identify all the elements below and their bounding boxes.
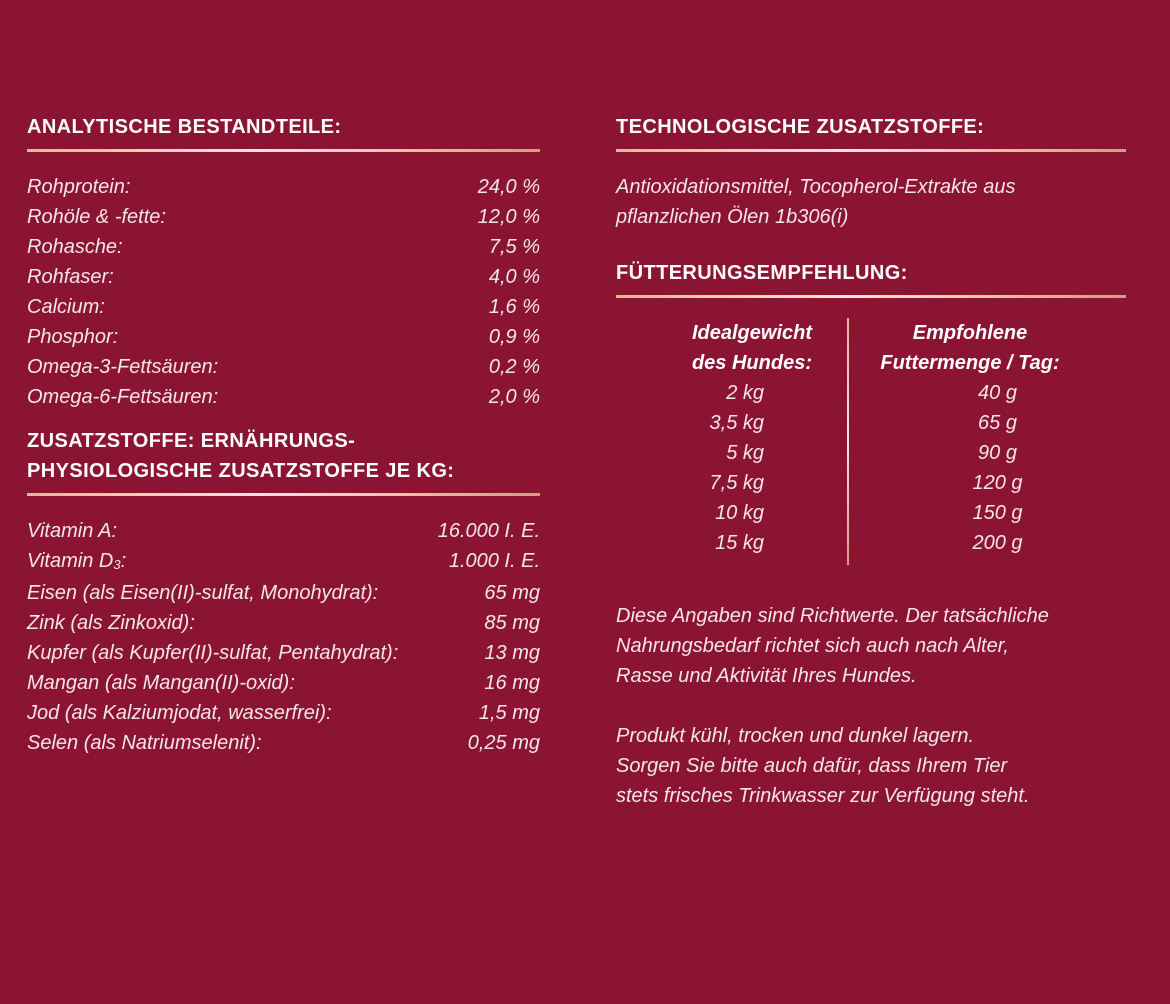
nutrient-label bbox=[27, 262, 114, 292]
nutrient-label-text: Rohasche: bbox=[27, 236, 123, 258]
nutrient-value: 1,6 % bbox=[488, 296, 540, 318]
right-column bbox=[616, 112, 1126, 811]
fuetterung-title: FÜTTERUNGSEMPFEHLUNG: bbox=[616, 262, 908, 284]
technologische-text-line2: pflanzlichen Ölen 1b306(i) bbox=[616, 206, 849, 228]
subscript: 3 bbox=[113, 557, 121, 572]
nutrient-value: 7,5 % bbox=[488, 236, 540, 258]
nutrient-row bbox=[27, 382, 540, 412]
weight-cell: 7,5 kg bbox=[709, 472, 764, 494]
zusatzstoffe-title-line1: ZUSATZSTOFFE: ERNÄHRUNGS- bbox=[27, 430, 356, 452]
nutrient-row bbox=[27, 292, 540, 322]
zusatzstoffe-section bbox=[27, 426, 540, 758]
nutrient-label-text: Mangan (als Mangan(II)-oxid): bbox=[27, 672, 295, 694]
nutrient-label bbox=[27, 698, 332, 728]
nutrient-row bbox=[27, 352, 540, 382]
nutrient-label-text: Kupfer (als Kupfer(II)-sulfat, Pentahydrat): bbox=[27, 642, 399, 664]
zusatzstoffe-list bbox=[27, 516, 540, 758]
nutrient-row bbox=[27, 172, 540, 202]
nutrient-label-text: Phosphor: bbox=[27, 326, 119, 348]
nutrient-row bbox=[27, 728, 540, 758]
weight-cell: 10 kg bbox=[715, 502, 764, 524]
divider bbox=[616, 295, 1126, 298]
nutrient-label-text: Vitamin D bbox=[27, 550, 114, 572]
nutrient-label bbox=[27, 352, 218, 382]
weight-cell: 3,5 kg bbox=[709, 412, 764, 434]
hinweis2-line3: stets frisches Trinkwasser zur Verfügung steht. bbox=[616, 785, 1030, 807]
nutrient-label bbox=[27, 728, 262, 758]
amount-header-line1: Empfohlene bbox=[912, 322, 1028, 344]
nutrient-label bbox=[27, 516, 117, 546]
feeding-amount-column bbox=[849, 318, 1091, 558]
hinweis-section bbox=[616, 601, 1126, 811]
amount-cell: 65 g bbox=[978, 412, 1017, 434]
nutrient-value: 4,0 % bbox=[488, 266, 540, 288]
fuetterung-section bbox=[616, 258, 1126, 568]
hinweis1-line1: Diese Angaben sind Richtwerte. Der tatsächliche bbox=[616, 605, 1049, 627]
nutrient-value: 0,25 mg bbox=[467, 732, 540, 754]
weight-cell: 15 kg bbox=[715, 532, 764, 554]
technologische-section bbox=[616, 112, 1126, 232]
nutrient-row bbox=[27, 516, 540, 546]
nutrient-label-text: Eisen (als Eisen(II)-sulfat, Monohydrat): bbox=[27, 582, 379, 604]
nutrient-row bbox=[27, 608, 540, 638]
nutrient-label bbox=[27, 292, 105, 322]
nutrient-row bbox=[27, 638, 540, 668]
amount-header-line2: Futtermenge / Tag: bbox=[880, 352, 1060, 374]
nutrient-value: 0,2 % bbox=[488, 356, 540, 378]
amount-cell: 40 g bbox=[978, 382, 1017, 404]
nutrient-row bbox=[27, 546, 540, 578]
nutrient-row bbox=[27, 232, 540, 262]
hinweis2-line2: Sorgen Sie bitte auch dafür, dass Ihrem Tier bbox=[616, 755, 1008, 777]
technologische-text-line1: Antioxidationsmittel, Tocopherol-Extrakte aus bbox=[616, 176, 1016, 198]
nutrient-row bbox=[27, 578, 540, 608]
nutrient-label bbox=[27, 322, 118, 352]
nutrient-row bbox=[27, 202, 540, 232]
nutrient-label bbox=[27, 546, 126, 578]
hinweis1-line3: Rasse und Aktivität Ihres Hundes. bbox=[616, 665, 917, 687]
weight-header-line2: des Hundes: bbox=[691, 352, 812, 374]
divider bbox=[27, 493, 540, 496]
nutrient-value: 12,0 % bbox=[477, 206, 540, 228]
nutrient-value: 16.000 I. E. bbox=[437, 520, 540, 542]
nutrient-value: 24,0 % bbox=[477, 176, 540, 198]
nutrient-label bbox=[27, 202, 166, 232]
amount-cell: 150 g bbox=[972, 502, 1023, 524]
nutrient-label-text: Calcium: bbox=[27, 296, 105, 318]
nutrient-value: 1,5 mg bbox=[478, 702, 540, 724]
nutrient-value: 85 mg bbox=[484, 612, 540, 634]
nutrient-label bbox=[27, 668, 295, 698]
nutrient-row bbox=[27, 262, 540, 292]
amount-cell: 200 g bbox=[972, 532, 1023, 554]
label-suffix: : bbox=[120, 550, 127, 572]
zusatzstoffe-title-line2: PHYSIOLOGISCHE ZUSATZSTOFFE JE KG: bbox=[27, 460, 455, 482]
nutrient-label bbox=[27, 232, 123, 262]
nutrient-label-text: Rohprotein: bbox=[27, 176, 131, 198]
analytische-title: ANALYTISCHE BESTANDTEILE: bbox=[27, 116, 342, 138]
nutrient-label-text: Omega-6-Fettsäuren: bbox=[27, 386, 219, 408]
amount-cell: 120 g bbox=[972, 472, 1023, 494]
nutrient-value: 2,0 % bbox=[488, 386, 540, 408]
left-column bbox=[27, 112, 540, 758]
feeding-weight-column bbox=[616, 318, 812, 558]
nutrient-label bbox=[27, 172, 130, 202]
nutrient-row bbox=[27, 668, 540, 698]
hinweis2-line1: Produkt kühl, trocken und dunkel lagern. bbox=[616, 725, 974, 747]
analytische-section bbox=[27, 112, 540, 412]
nutrient-row bbox=[27, 322, 540, 352]
nutrient-value: 0,9 % bbox=[488, 326, 540, 348]
nutrient-value: 16 mg bbox=[484, 672, 540, 694]
divider bbox=[27, 149, 540, 152]
nutrient-label-text: Selen (als Natriumselenit): bbox=[27, 732, 262, 754]
technologische-title: TECHNOLOGISCHE ZUSATZSTOFFE: bbox=[616, 116, 985, 138]
amount-cell: 90 g bbox=[978, 442, 1017, 464]
nutrient-label bbox=[27, 608, 195, 638]
nutrient-label bbox=[27, 382, 218, 412]
feeding-table bbox=[616, 318, 1126, 568]
weight-header-line1: Idealgewicht bbox=[691, 322, 812, 344]
divider bbox=[616, 149, 1126, 152]
nutrient-label-text: Jod (als Kalziumjodat, wasserfrei): bbox=[27, 702, 332, 724]
nutrient-label-text: Omega-3-Fettsäuren: bbox=[27, 356, 219, 378]
nutrient-label-text: Rohöle & -fette: bbox=[27, 206, 166, 228]
analytische-list bbox=[27, 172, 540, 412]
weight-cell: 5 kg bbox=[726, 442, 764, 464]
nutrient-label bbox=[27, 578, 378, 608]
nutrient-value: 1.000 I. E. bbox=[448, 550, 540, 572]
nutrient-value: 65 mg bbox=[484, 582, 540, 604]
nutrient-value: 13 mg bbox=[484, 642, 540, 664]
nutrient-label-text: Rohfaser: bbox=[27, 266, 114, 288]
weight-cell: 2 kg bbox=[726, 382, 764, 404]
nutrient-label bbox=[27, 638, 398, 668]
nutrient-label-text: Zink (als Zinkoxid): bbox=[27, 612, 195, 634]
nutrient-row bbox=[27, 698, 540, 728]
nutrient-label-text: Vitamin A: bbox=[27, 520, 118, 542]
hinweis1-line2: Nahrungsbedarf richtet sich auch nach Alter, bbox=[616, 635, 1009, 657]
